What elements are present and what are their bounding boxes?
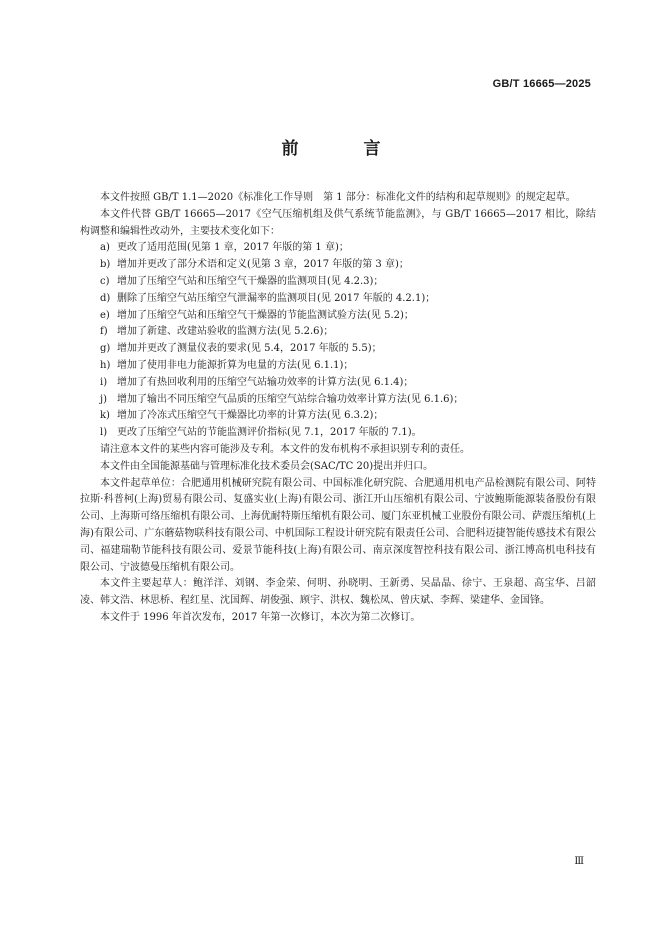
- change-item: [80, 291, 596, 308]
- publication-history: 本文件于 1996 年首次发布，2017 年第一次修订，本次为第二次修订。: [100, 611, 421, 623]
- change-item: [80, 375, 596, 392]
- change-item: [80, 240, 596, 257]
- intro-paragraph: 本文件代替 GB/T 16665—2017《空气压缩机组及供气系统节能监测》，与 GB/T 16665—2017 相比，除结构调整和编辑性改动外，主要技术变化如下：: [80, 208, 596, 237]
- drafting-organizations: 本文件起草单位：合肥通用机械研究院有限公司、中国标准化研究院、合肥通用机电产品检测院有限公司、阿特拉斯·科普柯(上海)贸易有限公司、复盛实业(上海)有限公司、浙江开山压缩机有限公司、宁波鲍斯能源装备股份有限公司、上海斯可络压缩机有限公司、上海优耐特斯压缩机有限公司、厦门东亚机械工业股份有限公司、萨震压缩机(上海)有限公司、广东蘑菇物联科技有限公司、中机国际工程设计研究院有限责任公司、合肥科迈捷智能传感技术有限公司、福建瑞勒节能科技有限公司、爱景节能科技(上海)有限公司、南京深度智控科技有限公司、浙江博高机电科技有限公司、宁波德曼压缩机有限公司。: [80, 477, 596, 573]
- change-item: [80, 257, 596, 274]
- item-text: 更改了适用范围(见第 1 章，2017 年版的第 1 章)；: [117, 242, 349, 254]
- item-text: 增加了使用非电力能源折算为电量的方法(见 6.1.1)；: [117, 359, 354, 371]
- change-item: [80, 341, 596, 358]
- item-marker: h): [100, 359, 111, 371]
- change-item: [80, 425, 596, 442]
- change-item: [80, 408, 596, 425]
- item-text: 增加了新建、改建站验收的监测方法(见 5.2.6)；: [117, 326, 334, 338]
- item-marker: b): [100, 259, 111, 271]
- item-marker: d): [100, 292, 111, 304]
- change-item: [80, 358, 596, 375]
- item-marker: e): [100, 309, 110, 321]
- committee-statement: 本文件由全国能源基础与管理标准化技术委员会(SAC/TC 20)提出并归口。: [100, 460, 434, 472]
- item-text: 增加了冷冻式压缩空气干燥器比功率的计算方法(见 6.3.2)；: [117, 410, 384, 422]
- item-marker: j): [100, 393, 108, 405]
- item-text: 增加并更改了部分术语和定义(见第 3 章，2017 年版的第 3 章)；: [117, 259, 409, 271]
- item-marker: g): [100, 343, 111, 355]
- item-text: 增加了压缩空气站和压缩空气干燥器的节能监测试验方法(见 5.2)；: [117, 309, 414, 321]
- item-marker: c): [100, 275, 110, 287]
- patent-notice: 请注意本文件的某些内容可能涉及专利。本文件的发布机构不承担识别专利的责任。: [100, 443, 470, 455]
- document-body: [80, 190, 596, 627]
- item-text: 增加了有热回收利用的压缩空气站输功效率的计算方法(见 6.1.4)；: [117, 376, 414, 388]
- page-title: 前 言: [281, 139, 405, 159]
- item-marker: l): [100, 427, 108, 439]
- standard-number: GB/T 16665—2025: [492, 78, 591, 90]
- item-text: 更改了压缩空气站的节能监测评价指标(见 7.1，2017 年版的 7.1)。: [117, 427, 422, 439]
- main-drafters: 本文件主要起草人：鲍洋洋、刘钢、李金荣、何明、孙晓明、王新勇、吴晶晶、徐宁、王泉超、高宝华、吕韶凌、韩文浩、林思桥、程红星、沈国辉、胡俊强、顾宇、洪权、魏松凤、曾庆斌、李辉、梁建华、金国锋。: [80, 578, 596, 607]
- page-number: Ⅲ: [574, 856, 584, 867]
- intro-paragraph: 本文件按照 GB/T 1.1—2020《标准化工作导则 第 1 部分：标准化文件的结构和起草规则》的规定起草。: [100, 192, 576, 203]
- item-text: 增加了压缩空气站和压缩空气干燥器的监测项目(见 4.2.3)；: [117, 275, 384, 287]
- change-item: [80, 392, 596, 409]
- item-marker: k): [100, 410, 110, 422]
- item-marker: i): [100, 376, 108, 388]
- item-text: 增加并更改了测量仪表的要求(见 5.4，2017 年版的 5.5)；: [117, 343, 382, 355]
- item-text: 删除了压缩空气站压缩空气泄漏率的监测项目(见 2017 年版的 4.2.1)；: [117, 292, 436, 304]
- change-item: [80, 324, 596, 341]
- item-text: 增加了输出不同压缩空气品质的压缩空气站综合输功效率计算方法(见 6.1.6)；: [117, 393, 464, 405]
- item-marker: a): [100, 242, 110, 254]
- change-item: [80, 274, 596, 291]
- item-marker: f): [100, 326, 108, 338]
- change-item: [80, 308, 596, 325]
